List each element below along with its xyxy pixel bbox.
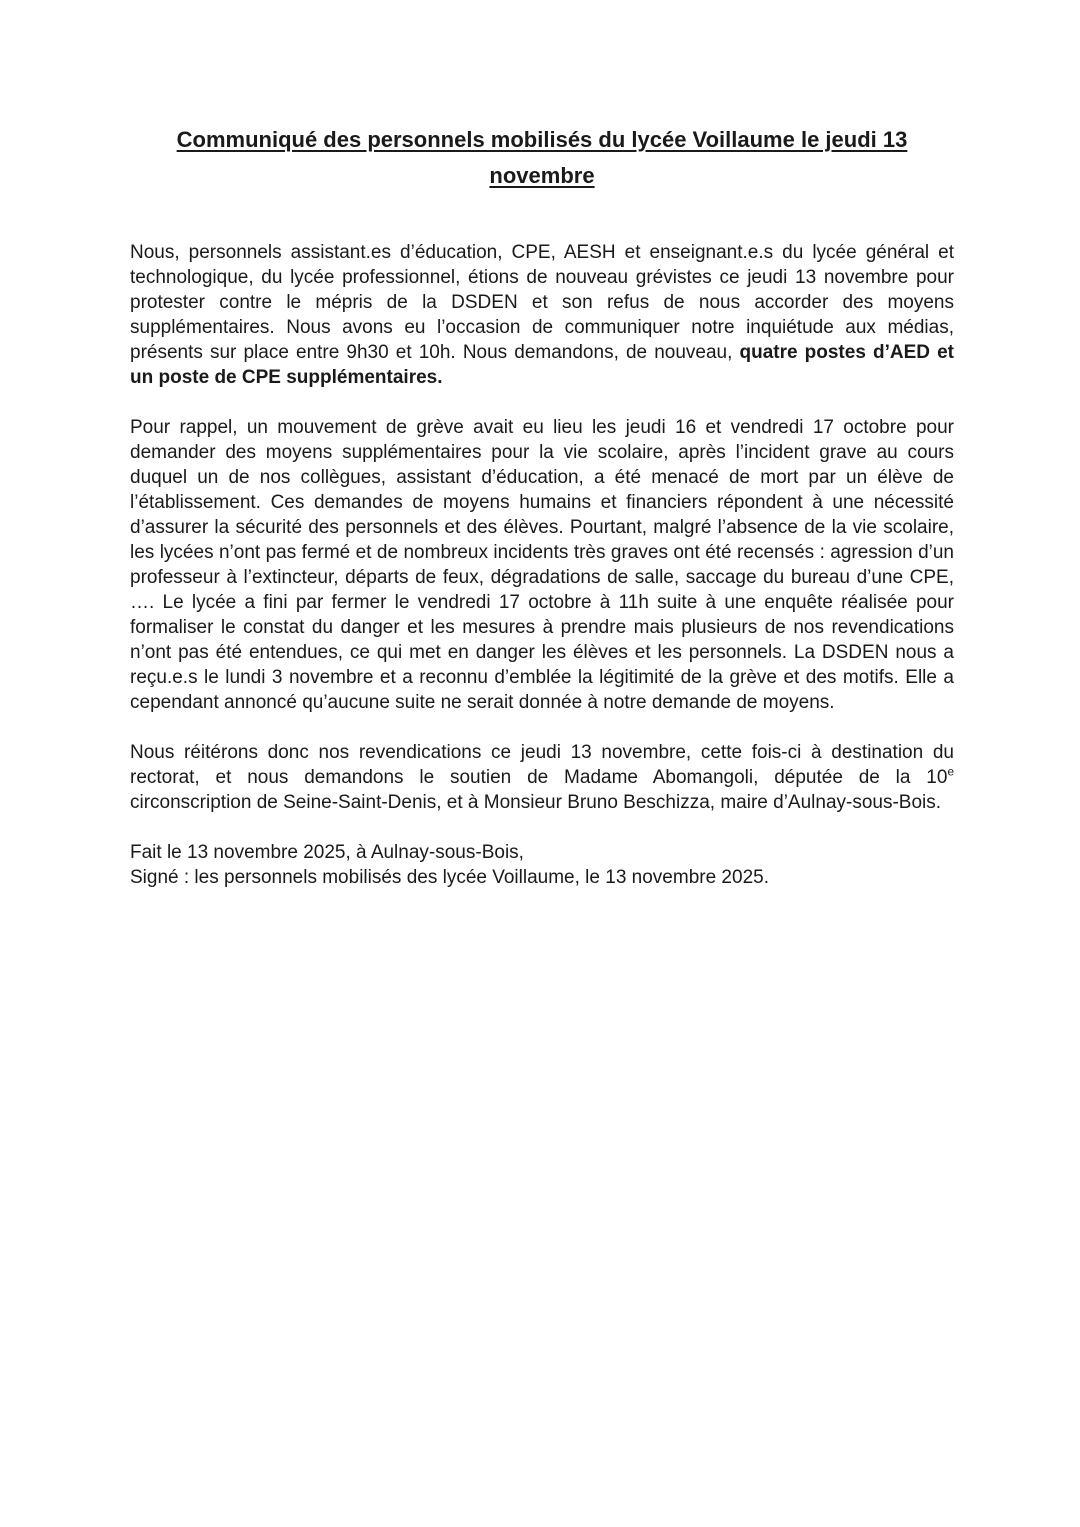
closing-signature-line: Signé : les personnels mobilisés des lycée Voillaume, le 13 novembre 2025. xyxy=(130,867,769,888)
paragraph-background-context: Pour rappel, un mouvement de grève avait eu lieu les jeudi 16 et vendredi 17 octobre pour demander des moyens supplémentaires pour la vie scolaire, après l’incident grave au cours duquel un de nos collègues, assistant d’éducation, a été menacé de mort par un élève de l’établissement. Ces demandes de moyens humains et financiers répondent à une nécessité d’assurer la sécurité des personnels et des élèves. Pourtant, malgré l’absence de la vie scolaire, les lycées n’ont pas fermé et de nombreux incidents très graves ont été recensés : agression d’un professeur à l’extincteur, départs de feux, dégradations de salle, saccage du bureau d’une CPE, …. Le lycée a fini par fermer le vendredi 17 octobre à 11h suite à une enquête réalisée pour formaliser le constat du danger et les mesures à prendre mais plusieurs de nos revendications n’ont pas été entendues, ce qui met en danger les élèves et les personnels. La DSDEN nous a reçu.e.s le lundi 3 novembre et a reconnu d’emblée la légitimité de la grève et des motifs. Elle a cependant annoncé qu’aucune suite ne serait donnée à notre demande de moyens. xyxy=(130,417,954,713)
paragraph-strike-announcement-text: Nous, personnels assistant.es d’éducation, CPE, AESH et enseignant.e.s du lycée général et technologique, du lycée professionnel, étions de nouveau grévistes ce jeudi 13 novembre pour protester contre le mépris de la DSDEN et son refus de nous accorder des moyens supplémentaires. Nous avons eu l’occasion de communiquer notre inquiétude aux médias, présents sur place entre 9h30 et 10h. Nous demandons, de nouveau, xyxy=(130,242,954,363)
document-title-line-2: novembre xyxy=(489,163,595,188)
paragraph-renewed-demands xyxy=(130,740,954,815)
paragraph-strike-announcement xyxy=(130,240,954,390)
ordinal-superscript: e xyxy=(947,765,954,779)
paragraph-renewed-demands-text-start: Nous réitérons donc nos revendications ce jeudi 13 novembre, cette fois-ci à destination du rectorat, et nous demandons le soutien de Madame Abomangoli, députée de la 10 xyxy=(130,742,954,788)
document-title-line-1: Communiqué des personnels mobilisés du lycée Voillaume le jeudi 13 xyxy=(176,127,908,152)
paragraph-strike-demand-bold: quatre postes d’AED et un poste de CPE supplémentaires. xyxy=(130,342,954,388)
paragraph-renewed-demands-text-end: circonscription de Seine-Saint-Denis, et à Monsieur Bruno Beschizza, maire d’Aulnay-sous-Bois. xyxy=(130,792,942,813)
closing-block xyxy=(130,840,954,890)
closing-date-line: Fait le 13 novembre 2025, à Aulnay-sous-Bois, xyxy=(130,842,524,863)
document-title xyxy=(130,122,954,194)
